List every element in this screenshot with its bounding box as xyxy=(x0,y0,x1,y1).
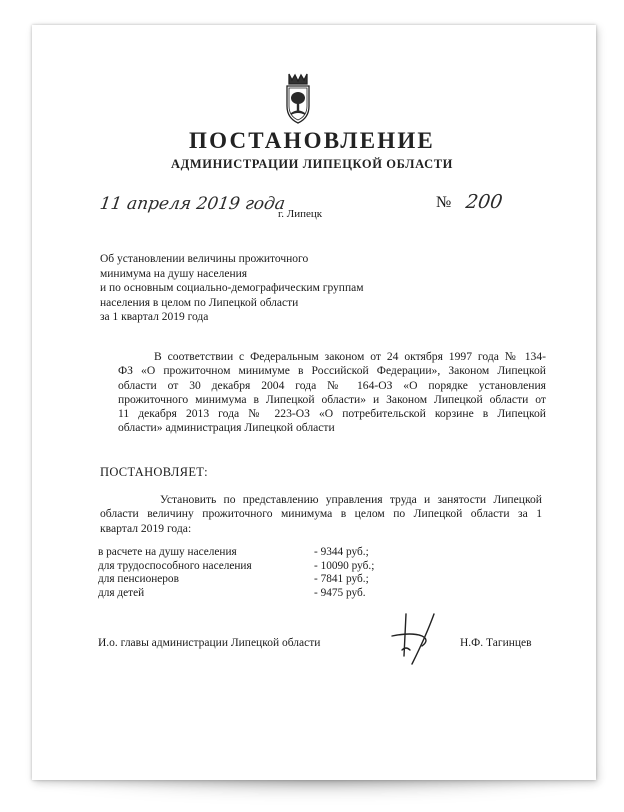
subject-line: за 1 квартал 2019 года xyxy=(100,311,209,324)
document-title: ПОСТАНОВЛЕНИЕ xyxy=(189,128,435,153)
subject-line: и по основным социально-демографическим группам xyxy=(100,282,364,295)
handwritten-date: 11 апреля 2019 года xyxy=(98,194,287,214)
value-cell: - 10090 руб.; xyxy=(314,559,375,572)
document-subtitle: АДМИНИСТРАЦИИ ЛИПЕЦКОЙ ОБЛАСТИ xyxy=(171,157,453,171)
number-sign: № xyxy=(436,194,452,211)
decision-line: области величину прожиточного минимума в целом по Липецкой области за 1 xyxy=(100,507,542,521)
category-cell: в расчете на душу населения xyxy=(98,546,237,558)
city-label: г. Липецк xyxy=(278,208,323,220)
handwritten-number: 200 xyxy=(464,191,504,213)
decision-line: Установить по представлению управления труда и занятости Липецкой xyxy=(160,493,542,506)
preamble-paragraph xyxy=(118,350,546,436)
decision-line: квартал 2019 года: xyxy=(100,521,192,535)
table-row xyxy=(98,560,444,574)
signer-name: Н.Ф. Тагинцев xyxy=(460,637,532,649)
decision-paragraph xyxy=(100,493,542,536)
subject-line: населения в целом по Липецкой области xyxy=(100,296,299,309)
category-cell: для трудоспособного населения xyxy=(98,559,252,572)
preamble-line: В соответствии с Федеральным законом от 24 октября 1997 года № 134- xyxy=(154,350,546,363)
value-cell: - 7841 руб.; xyxy=(314,573,369,586)
signature-icon xyxy=(382,606,452,666)
subject-line: минимума на душу населения xyxy=(100,267,248,280)
decree-word: ПОСТАНОВЛЯЕТ: xyxy=(100,465,208,479)
table-row xyxy=(98,587,444,601)
table-row xyxy=(98,546,444,560)
coat-of-arms-icon xyxy=(280,70,316,126)
value-cell: - 9475 руб. xyxy=(314,587,366,600)
signer-position: И.о. главы администрации Липецкой области xyxy=(98,637,321,649)
preamble-line: области» администрация Липецкой области xyxy=(118,421,335,435)
category-cell: для детей xyxy=(98,587,145,600)
category-cell: для пенсионеров xyxy=(98,573,179,586)
table-row xyxy=(98,573,444,587)
value-cell: - 9344 руб.; xyxy=(314,546,369,558)
preamble-line: прожиточного минимума в Липецкой области» и Законом Липецкой области от xyxy=(118,392,546,406)
preamble-line: ФЗ «О прожиточном минимуме в Российской Федерации», Законом Липецкой xyxy=(118,364,546,378)
preamble-line: области от 30 декабря 2004 года № 164-ОЗ «О порядке установления xyxy=(118,378,546,392)
subject-line: Об установлении величины прожиточного xyxy=(100,253,309,265)
preamble-line: 11 декабря 2013 года № 223-ОЗ «О потребительской корзине в Липецкой xyxy=(118,407,546,421)
subject-block xyxy=(100,252,430,325)
subsistence-table xyxy=(98,546,444,601)
